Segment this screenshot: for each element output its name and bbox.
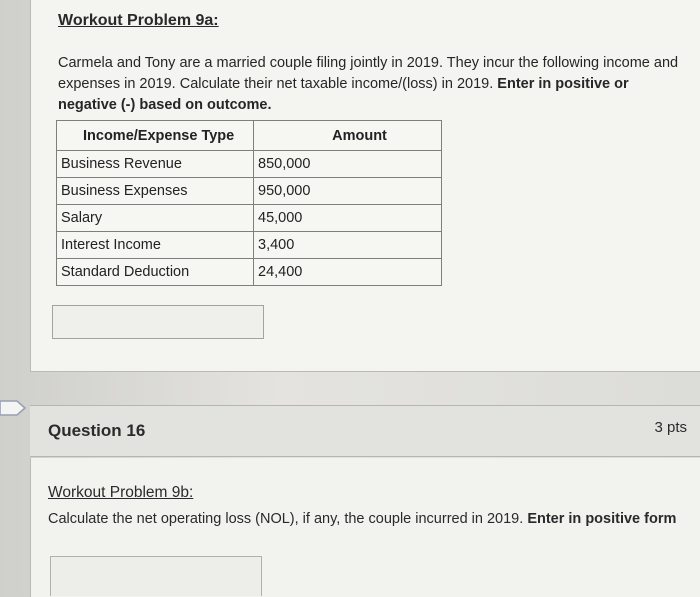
workout-problem-9b-title: Workout Problem 9b: xyxy=(48,484,194,501)
prompt-text: Calculate the net operating loss (NOL), if any, the couple incurred in 2019. xyxy=(48,511,524,527)
bookmark-flag-icon[interactable] xyxy=(0,400,27,416)
row-amount: 950,000 xyxy=(254,178,442,205)
table-row xyxy=(57,205,442,232)
question-16-prompt xyxy=(48,511,688,527)
row-label: Business Expenses xyxy=(57,178,254,205)
prompt-text: Carmela and Tony are a married couple filing jointly in 2019. They incur the following income and expenses in 2019. Calculate their net taxable income/(loss) in 2019. xyxy=(58,55,679,92)
table-row xyxy=(57,232,442,259)
row-amount: 3,400 xyxy=(254,232,442,259)
table-header-row xyxy=(57,121,442,151)
income-expense-table xyxy=(56,120,442,286)
prompt-instruction: Enter in positive or negative (-) based on outcome. xyxy=(58,76,629,113)
table-row xyxy=(57,178,442,205)
row-label: Salary xyxy=(57,205,254,232)
question-16-answer-input[interactable] xyxy=(50,556,262,596)
workout-problem-9a-title: Workout Problem 9a: xyxy=(58,12,219,29)
row-label: Interest Income xyxy=(57,232,254,259)
row-amount: 45,000 xyxy=(254,205,442,232)
column-header-amount: Amount xyxy=(254,121,442,151)
table-row xyxy=(57,259,442,286)
prompt-instruction: Enter in positive form xyxy=(527,511,677,527)
question-16-points: 3 pts xyxy=(654,419,687,436)
question-15-prompt xyxy=(58,53,683,116)
question-15-answer-input[interactable] xyxy=(52,305,264,339)
row-label: Business Revenue xyxy=(57,151,254,178)
question-16-title: Question 16 xyxy=(48,421,146,440)
table-row xyxy=(57,151,442,178)
row-amount: 850,000 xyxy=(254,151,442,178)
row-amount: 24,400 xyxy=(254,259,442,286)
column-header-type: Income/Expense Type xyxy=(57,121,254,151)
row-label: Standard Deduction xyxy=(57,259,254,286)
